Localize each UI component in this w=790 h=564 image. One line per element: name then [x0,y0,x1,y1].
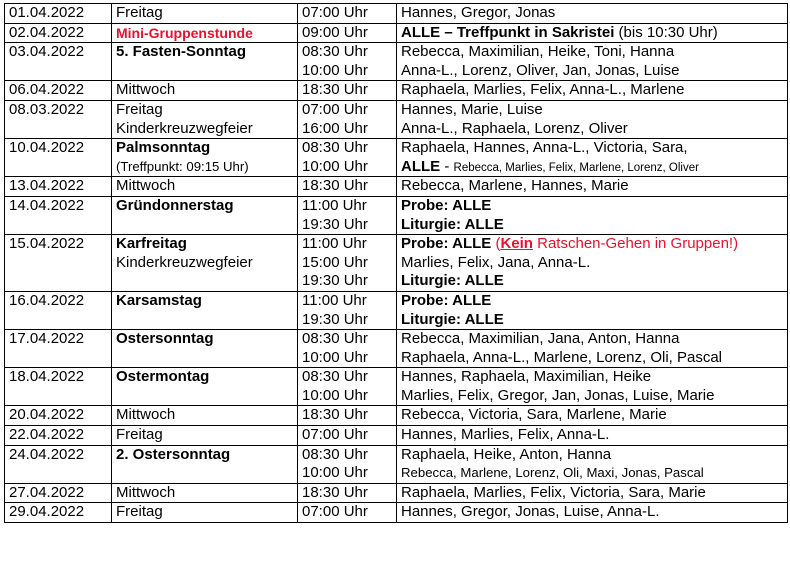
servers-cell [397,23,788,43]
date-cell: 08.03.2022 [5,100,112,138]
table-row [5,330,788,368]
servers-cell: Hannes, Gregor, Jonas [397,4,788,24]
servers-line: Anna-L., Raphaela, Lorenz, Oliver [401,119,628,137]
servers-cell [397,139,788,177]
time-line: 11:00 Uhr [302,196,367,214]
time-cell [298,100,397,138]
time-line: 10:00 Uhr [302,386,368,404]
date-cell: 20.04.2022 [5,406,112,426]
servers-line: Hannes, Raphaela, Maximilian, Heike [401,368,652,386]
time-cell: 07:00 Uhr [298,503,397,523]
time-cell: 18:30 Uhr [298,81,397,101]
note-open: ( [491,235,501,253]
time-line: 08:30 Uhr [302,139,368,157]
servers-cell: Hannes, Gregor, Jonas, Luise, Anna-L. [397,503,788,523]
date-cell: 02.04.2022 [5,23,112,43]
day-line: Karfreitag [116,235,187,253]
time-line: 08:30 Uhr [302,43,368,61]
servers-cell: Raphaela, Marlies, Felix, Anna-L., Marlene [397,81,788,101]
time-cell [298,368,397,406]
servers-line [401,158,787,177]
date-cell: 17.04.2022 [5,330,112,368]
day-cell: Gründonnerstag [112,196,298,234]
time-line: 10:00 Uhr [302,464,368,482]
date-cell: 27.04.2022 [5,483,112,503]
day-cell: Mittwoch [112,177,298,197]
day-line: Palmsonntag [116,139,211,157]
date-cell: 03.04.2022 [5,43,112,81]
day-cell: Freitag [112,4,298,24]
date-cell: 22.04.2022 [5,426,112,446]
servers-cell: Raphaela, Marlies, Felix, Victoria, Sara, Marie [397,483,788,503]
table-row [5,23,788,43]
day-cell: 2. Ostersonntag [112,445,298,483]
servers-line: Hannes, Marie, Luise [401,100,543,118]
table-row [5,483,788,503]
date-cell: 24.04.2022 [5,445,112,483]
time-line: 19:30 Uhr [302,272,368,290]
day-cell: Freitag [112,503,298,523]
table-row [5,291,788,329]
time-line: 15:00 Uhr [302,253,368,271]
day-cell: 5. Fasten-Sonntag [112,43,298,81]
servers-line: Liturgie: ALLE [401,272,504,290]
servers-cell [397,291,788,329]
date-cell: 06.04.2022 [5,81,112,101]
servers-cell [397,100,788,138]
table-row [5,426,788,446]
separator: - [440,157,454,175]
servers-note: (bis 10:30 Uhr) [614,23,718,41]
time-line: 07:00 Uhr [302,100,368,118]
day-cell: Ostermontag [112,368,298,406]
time-line: 08:30 Uhr [302,368,368,386]
date-cell: 29.04.2022 [5,503,112,523]
day-cell: Mittwoch [112,406,298,426]
servers-line: Raphaela, Anna-L., Marlene, Lorenz, Oli, Pascal [401,348,723,366]
time-cell: 18:30 Uhr [298,483,397,503]
altar-server-schedule-table [4,3,788,523]
day-cell: Mittwoch [112,81,298,101]
table-row [5,100,788,138]
time-cell [298,235,397,292]
day-cell: Ostersonntag [112,330,298,368]
time-line: 19:30 Uhr [302,310,368,328]
day-cell [112,100,298,138]
day-cell: Mittwoch [112,483,298,503]
alle-label: ALLE [401,157,441,175]
servers-line [401,235,787,254]
time-line: 11:00 Uhr [302,235,367,253]
table-row [5,196,788,234]
servers-line: Raphaela, Hannes, Anna-L., Victoria, Sara, [401,139,688,157]
note-rest: Ratschen-Gehen in Gruppen!) [532,235,739,253]
table-row [5,445,788,483]
servers-cell [397,43,788,81]
servers-cell [397,445,788,483]
day-cell: Mini-Gruppenstunde [112,23,298,43]
servers-line: Liturgie: ALLE [401,310,504,328]
time-cell [298,445,397,483]
time-line: 16:00 Uhr [302,119,368,137]
day-cell [112,139,298,177]
day-cell [112,235,298,292]
servers-cell: Rebecca, Victoria, Sara, Marlene, Marie [397,406,788,426]
time-line: 10:00 Uhr [302,157,368,175]
day-cell: Freitag [112,426,298,446]
meeting-point-note: (Treffpunkt: 09:15 Uhr) [116,158,249,174]
time-cell [298,139,397,177]
date-cell: 15.04.2022 [5,235,112,292]
servers-cell: Hannes, Marlies, Felix, Anna-L. [397,426,788,446]
servers-line: Rebecca, Maximilian, Jana, Anton, Hanna [401,330,680,348]
time-cell [298,291,397,329]
table-row [5,4,788,24]
table-row [5,368,788,406]
time-cell: 07:00 Uhr [298,4,397,24]
date-cell: 13.04.2022 [5,177,112,197]
time-line: 19:30 Uhr [302,215,368,233]
servers-cell: Rebecca, Marlene, Hannes, Marie [397,177,788,197]
date-cell: 16.04.2022 [5,291,112,329]
time-line: 08:30 Uhr [302,330,368,348]
time-line: 10:00 Uhr [302,61,368,79]
servers-line: Probe: ALLE [401,196,492,214]
table-row [5,81,788,101]
day-line: Freitag [116,100,163,118]
time-line: 08:30 Uhr [302,445,368,463]
date-cell: 01.04.2022 [5,4,112,24]
probe-label: Probe: ALLE [401,235,492,253]
servers-line: Rebecca, Marlene, Lorenz, Oli, Maxi, Jonas, Pascal [401,465,704,481]
time-cell: 18:30 Uhr [298,177,397,197]
table-row [5,177,788,197]
table-row [5,503,788,523]
table-row [5,43,788,81]
time-cell [298,196,397,234]
time-line: 10:00 Uhr [302,348,368,366]
day-line: Kinderkreuzwegfeier [116,119,253,137]
note-kein: Kein [500,235,533,253]
servers-cell [397,235,788,292]
servers-line: Anna-L., Lorenz, Oliver, Jan, Jonas, Luise [401,61,680,79]
day-cell: Karsamstag [112,291,298,329]
time-line: 11:00 Uhr [302,291,367,309]
servers-line: Marlies, Felix, Jana, Anna-L. [401,253,591,271]
table-row [5,235,788,292]
servers-cell [397,330,788,368]
time-cell: 07:00 Uhr [298,426,397,446]
time-cell [298,43,397,81]
date-cell: 10.04.2022 [5,139,112,177]
servers-cell [397,368,788,406]
servers-line: Raphaela, Heike, Anton, Hanna [401,445,612,463]
servers-line: Liturgie: ALLE [401,215,504,233]
time-cell: 18:30 Uhr [298,406,397,426]
servers-cell [397,196,788,234]
servers-line: Probe: ALLE [401,291,492,309]
day-line: Kinderkreuzwegfeier [116,253,253,271]
time-cell: 09:00 Uhr [298,23,397,43]
table-row [5,406,788,426]
servers-line: Marlies, Felix, Gregor, Jan, Jonas, Luise, Marie [401,386,715,404]
servers-line: Rebecca, Maximilian, Heike, Toni, Hanna [401,43,675,61]
date-cell: 14.04.2022 [5,196,112,234]
servers-names-small: Rebecca, Marlies, Felix, Marlene, Lorenz, Oliver [453,161,699,174]
servers-main: ALLE – Treffpunkt in Sakristei [401,23,615,41]
table-row [5,139,788,177]
date-cell: 18.04.2022 [5,368,112,406]
time-cell [298,330,397,368]
